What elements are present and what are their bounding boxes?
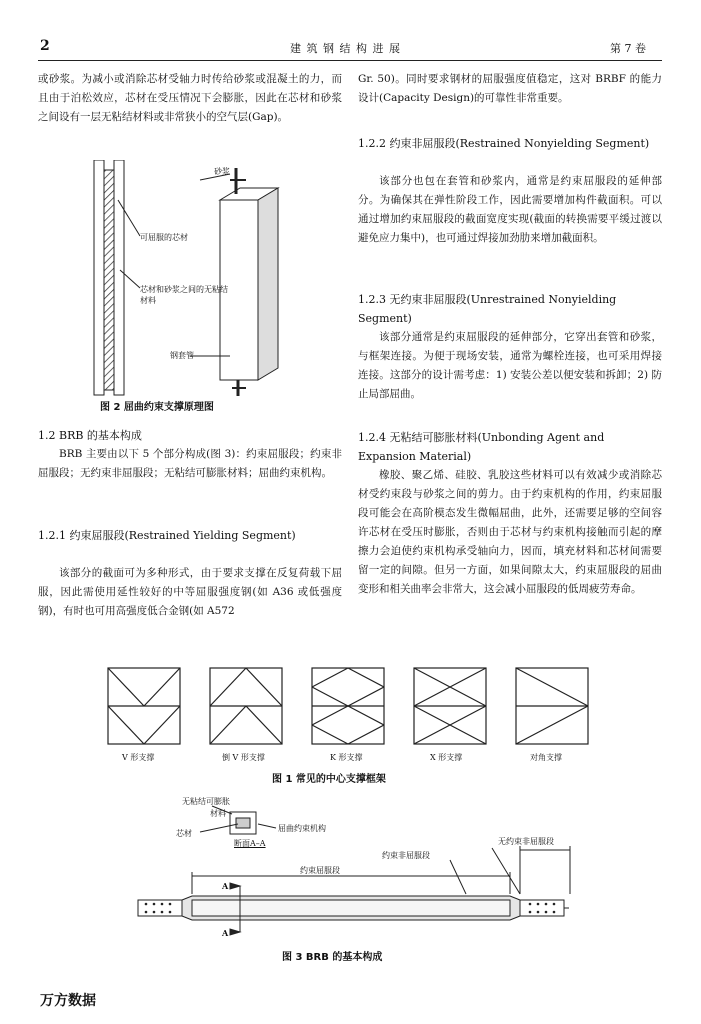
section-1-2-3-title: 1.2.3 无约束非屈服段(Unrestrained Nonyielding Segment): [358, 293, 617, 325]
figure-1-drawing: [106, 666, 606, 748]
volume-label: 第 7 卷: [610, 42, 646, 55]
fig3-label-restrained-yielding: 约束屈服段: [300, 866, 340, 875]
fig3-label-mechanism: 屈曲约束机构: [278, 824, 326, 833]
header-rule: [38, 60, 662, 61]
frame-k-brace: [312, 668, 384, 744]
fig1-label-inverted-v: 倒 V 形支撑: [222, 753, 265, 762]
fig3-label-section: 断面A–A: [234, 839, 266, 848]
page-number: 2: [40, 38, 50, 54]
fig1-label-v: V 形支撑: [122, 753, 155, 762]
journal-title: 建 筑 钢 结 构 进 展: [290, 42, 401, 55]
frame-x-brace: [414, 668, 486, 744]
fig3-label-a-bottom: A: [222, 928, 229, 938]
fig1-label-x: X 形支撑: [430, 753, 463, 762]
frame-diagonal-brace: [516, 668, 588, 744]
figure-2-drawing: [80, 160, 320, 400]
dimension-lines: [192, 846, 570, 894]
steel-tube: [220, 168, 278, 396]
fig1-label-diagonal: 对角支撑: [530, 753, 562, 762]
section-1-2-1-title: 1.2.1 约束屈服段(Restrained Yielding Segment): [38, 529, 296, 542]
watermark: 万方数据: [40, 993, 96, 1009]
section-1-2-4-title: 1.2.4 无粘结可膨胀材料(Unbonding Agent and Expansion Material): [358, 431, 605, 463]
fig3-label-core: 芯材: [176, 829, 192, 838]
right-paragraph-1: Gr. 50)。同时要求钢材的屈服强度值稳定，这对 BRBF 的能力设计(Capacity Design)的可靠性非常重要。: [358, 73, 662, 104]
section-1-2-title: 1.2 BRB 的基本构成: [38, 429, 142, 442]
fig3-label-unrestrained-nonyielding: 无约束非屈服段: [498, 837, 554, 846]
figure-3-caption: 图 3 BRB 的基本构成: [282, 952, 383, 963]
fig2-label-core: 可屈服的芯材: [140, 233, 188, 242]
section-1-2-3-text: 该部分通常是约束屈服段的延伸部分，它穿出套管和砂浆，与框架连接。为便于现场安装，通常为螺栓连接，也可采用焊接连接。这部分的设计需考虑：1) 安装公差以便安装和拆卸；2) 防止局部屈曲。: [358, 331, 662, 400]
section-1-2-4-text: 橡胶、聚乙烯、硅胶、乳胶这些材料可以有效减少或消除芯材受约束段与砂浆之间的剪力。由于约束机构的作用，约束屈服段可能会在高阶模态发生微幅屈曲，此外，还需要足够的空间容许芯材在受压时膨胀，否则由于芯材与约束机构接触而引起的摩擦力会迫使约束机构承受轴向力，因而，填充材料和芯材间需要留一定的间隙。但另一方面，如果间隙太大，约束屈服段的屈曲变形和相关曲率会非常大，这会减小屈服段的低周疲劳寿命。: [358, 469, 662, 595]
fig3-label-restrained-nonyielding: 约束非屈服段: [382, 851, 430, 860]
section-1-2-text: BRB 主要由以下 5 个部分构成(图 3)：约束屈服段；约束非屈服段；无约束非屈服段；无粘结可膨胀材料；屈曲约束机构。: [38, 448, 342, 479]
figure-2-caption: 图 2 屈曲约束支撑原理图: [100, 402, 214, 413]
figure-1-caption: 图 1 常见的中心支撑框架: [272, 774, 386, 785]
section-1-2-2-text: 该部分也包在套管和砂浆内，通常是约束屈服段的延伸部分。为确保其在弹性阶段工作，因此需要增加构件截面积。可以通过增加约束屈服段的截面宽度实现(截面的转换需要平缓过渡以避免应力集中)，也可通过焊接加劲肋来增加截面积。: [358, 175, 662, 244]
fig3-label-unbond-2: 材料: [210, 809, 226, 818]
brb-body: [138, 896, 564, 920]
core-element: [94, 160, 124, 395]
fig3-label-a-top: A: [222, 881, 229, 891]
frame-v-brace: [108, 668, 180, 744]
left-paragraph-1: 或砂浆。为减小或消除芯材受轴力时传给砂浆或混凝土的力，而且由于泊松效应，芯材在受压情况下会膨胀，因此在芯材和砂浆之间设有一层无粘结材料或非常狭小的空气层(Gap)。: [38, 73, 342, 123]
fig3-label-unbond: 无粘结可膨胀: [182, 797, 230, 806]
section-1-2-1-text: 该部分的截面可为多种形式，由于要求支撑在反复荷载下屈服，因此需使用延性较好的中等屈服强度钢(如 A36 或低强度钢)，有时也可用高强度低合金钢(如 A572: [38, 567, 342, 617]
fig2-label-unbond: 芯材和砂浆之间的无粘结材料: [140, 285, 228, 305]
section-1-2-2-title: 1.2.2 约束非屈服段(Restrained Nonyielding Segment): [358, 137, 650, 150]
frame-inverted-v-brace: [210, 668, 282, 744]
fig2-label-tube: 钢套管: [170, 351, 194, 360]
fig2-label-mortar: 砂浆: [214, 167, 230, 176]
figure-3-drawing: [130, 790, 580, 940]
fig1-label-k: K 形支撑: [330, 753, 363, 762]
